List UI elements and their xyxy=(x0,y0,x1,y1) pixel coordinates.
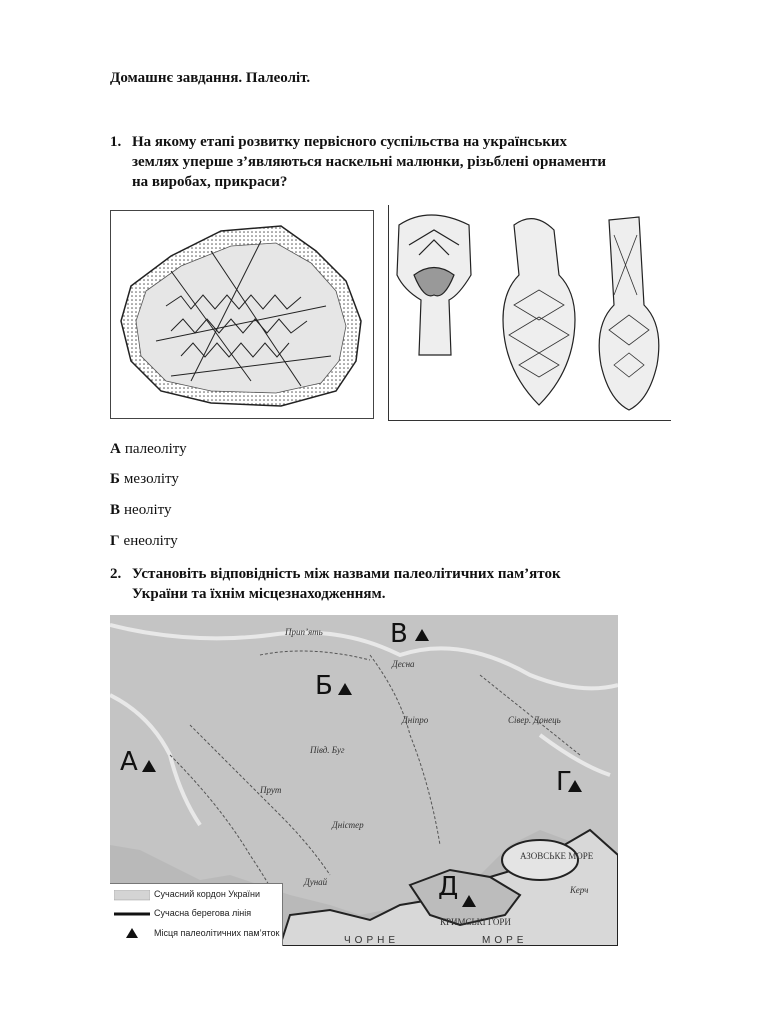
river-label: Прип’ять xyxy=(285,627,323,637)
river-label: Півд. Буг xyxy=(310,745,345,755)
site-label-g: Г xyxy=(556,767,572,797)
figurines-image xyxy=(389,205,671,420)
river-label: Десна xyxy=(392,659,415,669)
river-label: Дніпро xyxy=(402,715,429,725)
answer-option xyxy=(110,533,178,550)
site-label-a: А xyxy=(120,747,138,777)
option-letter: В xyxy=(110,502,121,518)
option-text: неоліту xyxy=(124,502,172,518)
site-label-v: В xyxy=(390,619,408,649)
question-line: На якому етапі розвитку первісного суспільства на українських xyxy=(132,134,568,150)
kerch-label: Керч xyxy=(570,885,589,895)
option-text: енеоліту xyxy=(123,533,178,549)
answer-option xyxy=(110,471,179,488)
carved-figurines-figure xyxy=(388,205,671,421)
river-label: Дунай xyxy=(304,877,328,887)
river-label: Прут xyxy=(260,785,282,795)
triangle-icon xyxy=(126,928,138,938)
option-letter: Б xyxy=(110,471,120,487)
legend-item: Сучасний кордон України xyxy=(154,889,261,899)
black-sea-label: ЧОРНЕ xyxy=(344,935,400,946)
engraved-stone-image xyxy=(111,211,373,418)
azov-sea-label: АЗОВСЬКЕ МОРЕ xyxy=(520,851,594,861)
question-2 xyxy=(110,564,710,606)
site-label-d: Д xyxy=(438,872,459,902)
site-label-b: Б xyxy=(315,671,333,701)
ukraine-map xyxy=(110,615,618,946)
question-number: 2. xyxy=(110,566,122,582)
river-label: Дністер xyxy=(332,820,364,830)
question-line: на виробах, прикраси? xyxy=(132,174,288,190)
question-number: 1. xyxy=(110,134,122,150)
question-line: Установіть відповідність між назвами палеолітичних пам’яток xyxy=(132,566,561,582)
answer-option xyxy=(110,502,172,519)
legend-item: Місця палеолітичних пам’яток xyxy=(154,928,280,938)
crimean-mountains-label: КРИМСЬКІ ГОРИ xyxy=(440,917,511,927)
black-sea-label: МОРЕ xyxy=(482,935,528,946)
legend-item: Сучасна берегова лінія xyxy=(154,908,252,918)
question-1 xyxy=(110,132,710,194)
option-text: палеоліту xyxy=(124,441,187,457)
map-legend xyxy=(110,883,283,946)
option-letter: Г xyxy=(110,533,120,549)
river-label: Сівер. Донець xyxy=(508,715,561,725)
option-text: мезоліту xyxy=(123,471,179,487)
question-line: України та їхнім місцезнаходженням. xyxy=(132,586,386,602)
legend-icons xyxy=(114,890,150,942)
border-line-icon xyxy=(114,890,150,900)
page-title: Домашнє завдання. Палеоліт. xyxy=(110,70,311,86)
option-letter: А xyxy=(110,441,121,457)
answer-option xyxy=(110,441,187,458)
question-line: землях уперше з’являються наскельні малюнки, різьблені орнаменти xyxy=(132,154,606,170)
engraved-stone-figure xyxy=(110,210,374,419)
